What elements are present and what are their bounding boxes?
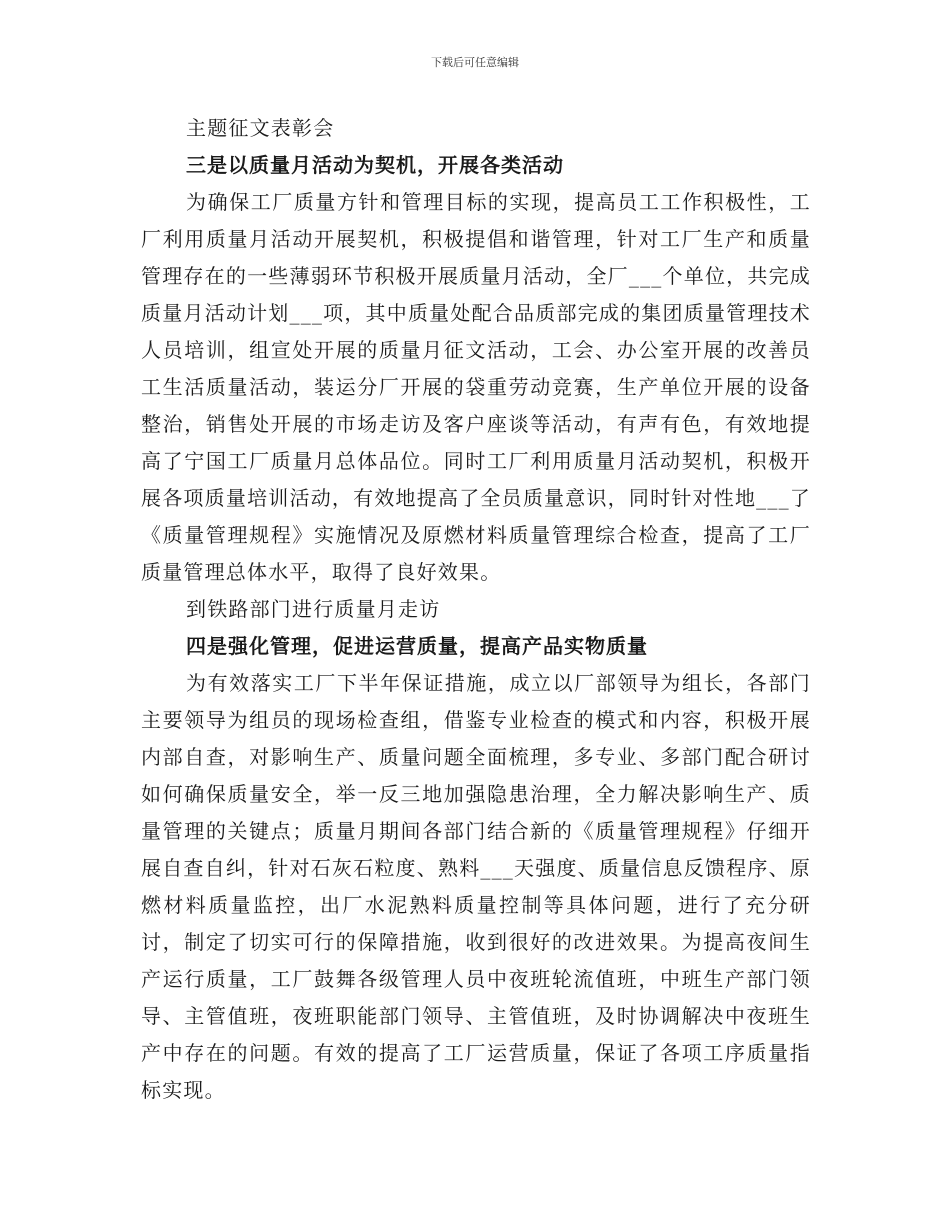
paragraph-strengthen-management: 为有效落实工厂下半年保证措施，成立以厂部领导为组长，各部门主要领导为组员的现场检查组，借鉴专业检查的模式和内容，积极开展内部自查，对影响生产、质量问题全面梳理，多专业、多部门配合研讨如何确保质量安全，举一反三地加强隐患治理，全力解决影响生产、质量管理的关键点；质量月期间各部门结合新的《质量管理规程》仔细开展自查自纠，针对石灰石粒度、熟料___天强度、质量信息反馈程序、原燃材料质量监控，出厂水泥熟料质量控制等具体问题，进行了充分研讨，制定了切实可行的保障措施，收到很好的改进效果。为提高夜间生产运行质量，工厂鼓舞各级管理人员中夜班轮流值班，中班生产部门领导、主管值班，夜班职能部门领导、主管值班，及时协调解决中夜班生产中存在的问题。有效的提高了工厂运营质量，保证了各项工序质量指标实现。 xyxy=(141,671,811,1102)
document-body xyxy=(141,110,811,1109)
photo-caption-railway-visit: 到铁路部门进行质量月走访 xyxy=(186,597,441,621)
section-heading-3: 三是以质量月活动为契机，开展各类活动 xyxy=(186,153,564,177)
photo-caption-essay-award: 主题征文表彰会 xyxy=(186,116,335,140)
section-heading-4: 四是强化管理，促进运营质量，提高产品实物质量 xyxy=(186,634,648,658)
paragraph-quality-month-activities: 为确保工厂质量方针和管理目标的实现，提高员工工作积极性，工厂利用质量月活动开展契机，积极提倡和谐管理，针对工厂生产和质量管理存在的一些薄弱环节积极开展质量月活动，全厂___个单位，共完成质量月活动计划___项，其中质量处配合品质部完成的集团质量管理技术人员培训，组宣处开展的质量月征文活动，工会、办公室开展的改善员工生活质量活动，装运分厂开展的袋重劳动竞赛，生产单位开展的设备整治，销售处开展的市场走访及客户座谈等活动，有声有色，有效地提高了宁国工厂质量月总体品位。同时工厂利用质量月活动契机，积极开展各项质量培训活动，有效地提高了全员质量意识，同时针对性地___了《质量管理规程》实施情况及原燃材料质量管理综合检查，提高了工厂质量管理总体水平，取得了良好效果。 xyxy=(141,190,811,584)
header-note: 下载后可任意编辑 xyxy=(431,56,519,69)
